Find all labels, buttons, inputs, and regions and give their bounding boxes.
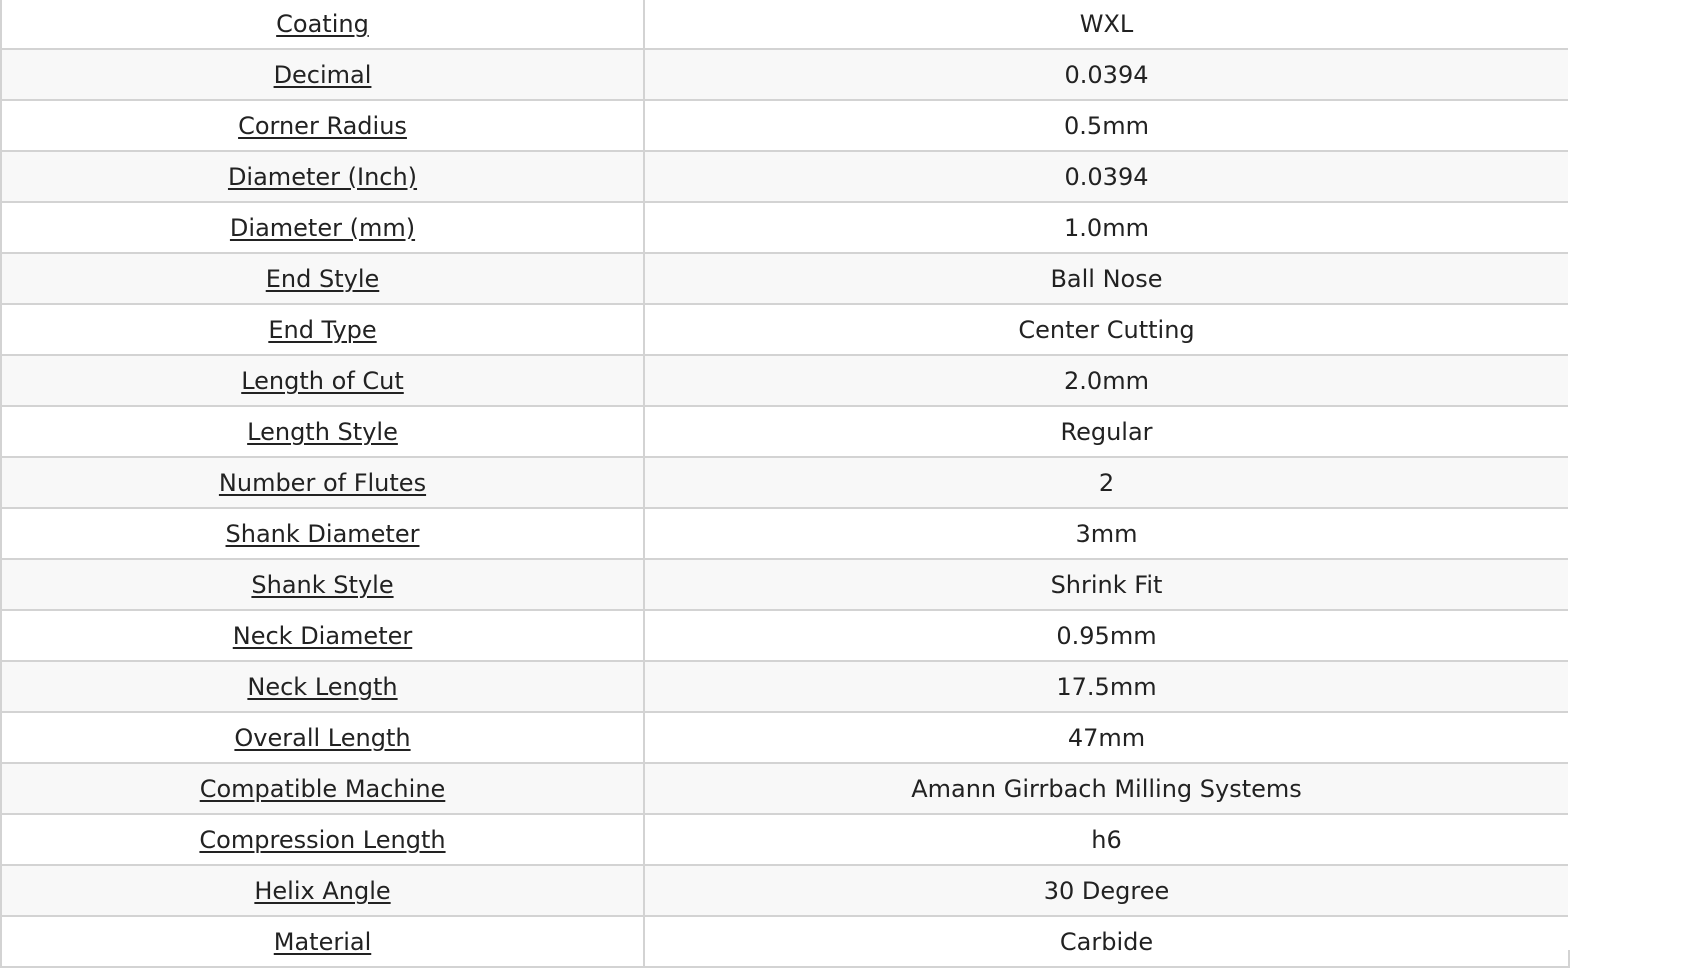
spec-label-cell	[1, 304, 644, 355]
spec-label-cell	[1, 508, 644, 559]
spec-label-cell	[1, 712, 644, 763]
spec-label-link-number-of-flutes[interactable]: Number of Flutes	[218, 468, 427, 497]
spec-label-link-end-style[interactable]: End Style	[265, 264, 380, 293]
spec-value-cell	[644, 253, 1569, 304]
spec-value-shank-style: Shrink Fit	[1050, 570, 1163, 599]
spec-label-cell	[1, 559, 644, 610]
right-gutter	[1568, 0, 1694, 950]
spec-value-coating: WXL	[1079, 9, 1134, 38]
spec-row-overall-length	[1, 712, 1569, 763]
spec-label-cell	[1, 253, 644, 304]
spec-label-link-length-style[interactable]: Length Style	[247, 417, 398, 446]
spec-row-number-of-flutes	[1, 457, 1569, 508]
spec-value-length-style: Regular	[1060, 417, 1153, 446]
spec-value-cell	[644, 916, 1569, 967]
spec-row-end-style	[1, 253, 1569, 304]
spec-value-cell	[644, 610, 1569, 661]
spec-value-corner-radius: 0.5mm	[1064, 111, 1149, 140]
spec-row-length-of-cut	[1, 355, 1569, 406]
spec-label-link-material[interactable]: Material	[273, 927, 372, 956]
spec-label-cell	[1, 100, 644, 151]
spec-row-decimal	[1, 49, 1569, 100]
spec-row-compression-length	[1, 814, 1569, 865]
spec-row-neck-length	[1, 661, 1569, 712]
spec-label-cell	[1, 457, 644, 508]
spec-value-cell	[644, 814, 1569, 865]
spec-row-neck-diameter	[1, 610, 1569, 661]
spec-value-neck-diameter: 0.95mm	[1056, 621, 1157, 650]
spec-value-cell	[644, 100, 1569, 151]
spec-row-compatible-machine	[1, 763, 1569, 814]
spec-value-cell	[644, 763, 1569, 814]
spec-value-decimal: 0.0394	[1064, 60, 1149, 89]
spec-label-link-corner-radius[interactable]: Corner Radius	[238, 111, 407, 140]
spec-value-compression-length: h6	[1091, 825, 1122, 854]
spec-label-cell	[1, 610, 644, 661]
spec-value-end-style: Ball Nose	[1050, 264, 1163, 293]
spec-label-cell	[1, 49, 644, 100]
spec-value-cell	[644, 406, 1569, 457]
spec-label-link-neck-length[interactable]: Neck Length	[247, 672, 398, 701]
specifications-table-body	[1, 0, 1569, 967]
spec-label-link-coating[interactable]: Coating	[276, 9, 369, 38]
spec-row-material	[1, 916, 1569, 967]
spec-label-cell	[1, 406, 644, 457]
spec-row-diameter-inch	[1, 151, 1569, 202]
spec-label-link-overall-length[interactable]: Overall Length	[234, 723, 411, 752]
spec-value-compatible-machine: Amann Girrbach Milling Systems	[911, 774, 1302, 803]
spec-label-cell	[1, 916, 644, 967]
spec-label-cell	[1, 865, 644, 916]
spec-value-end-type: Center Cutting	[1018, 315, 1195, 344]
spec-value-cell	[644, 508, 1569, 559]
spec-value-number-of-flutes: 2	[1098, 468, 1115, 497]
spec-label-cell	[1, 202, 644, 253]
spec-value-material: Carbide	[1059, 927, 1154, 956]
spec-row-coating	[1, 0, 1569, 49]
spec-row-diameter-mm	[1, 202, 1569, 253]
spec-value-helix-angle: 30 Degree	[1043, 876, 1170, 905]
spec-value-cell	[644, 0, 1569, 49]
spec-label-link-end-type[interactable]: End Type	[268, 315, 377, 344]
spec-value-diameter-inch: 0.0394	[1064, 162, 1149, 191]
spec-value-cell	[644, 457, 1569, 508]
spec-row-end-type	[1, 304, 1569, 355]
spec-label-cell	[1, 661, 644, 712]
spec-label-link-neck-diameter[interactable]: Neck Diameter	[232, 621, 413, 650]
spec-label-link-diameter-mm[interactable]: Diameter (mm)	[229, 213, 416, 242]
spec-label-cell	[1, 814, 644, 865]
spec-label-link-compatible-machine[interactable]: Compatible Machine	[199, 774, 446, 803]
spec-value-cell	[644, 865, 1569, 916]
spec-value-cell	[644, 151, 1569, 202]
spec-label-link-compression-length[interactable]: Compression Length	[199, 825, 446, 854]
spec-label-link-shank-style[interactable]: Shank Style	[251, 570, 394, 599]
spec-label-link-diameter-inch[interactable]: Diameter (Inch)	[227, 162, 418, 191]
spec-label-link-decimal[interactable]: Decimal	[273, 60, 372, 89]
spec-value-cell	[644, 202, 1569, 253]
spec-value-shank-diameter: 3mm	[1075, 519, 1138, 548]
spec-row-shank-diameter	[1, 508, 1569, 559]
spec-label-link-length-of-cut[interactable]: Length of Cut	[241, 366, 404, 395]
spec-row-length-style	[1, 406, 1569, 457]
spec-value-neck-length: 17.5mm	[1056, 672, 1157, 701]
spec-label-cell	[1, 763, 644, 814]
spec-row-helix-angle	[1, 865, 1569, 916]
spec-value-length-of-cut: 2.0mm	[1064, 366, 1149, 395]
spec-label-link-shank-diameter[interactable]: Shank Diameter	[225, 519, 420, 548]
spec-row-shank-style	[1, 559, 1569, 610]
spec-label-cell	[1, 0, 644, 49]
spec-value-cell	[644, 661, 1569, 712]
spec-value-cell	[644, 559, 1569, 610]
spec-row-corner-radius	[1, 100, 1569, 151]
spec-value-cell	[644, 304, 1569, 355]
spec-value-cell	[644, 712, 1569, 763]
spec-value-diameter-mm: 1.0mm	[1064, 213, 1149, 242]
spec-value-cell	[644, 355, 1569, 406]
spec-label-cell	[1, 355, 644, 406]
spec-label-cell	[1, 151, 644, 202]
spec-value-overall-length: 47mm	[1067, 723, 1146, 752]
spec-value-cell	[644, 49, 1569, 100]
spec-label-link-helix-angle[interactable]: Helix Angle	[254, 876, 391, 905]
